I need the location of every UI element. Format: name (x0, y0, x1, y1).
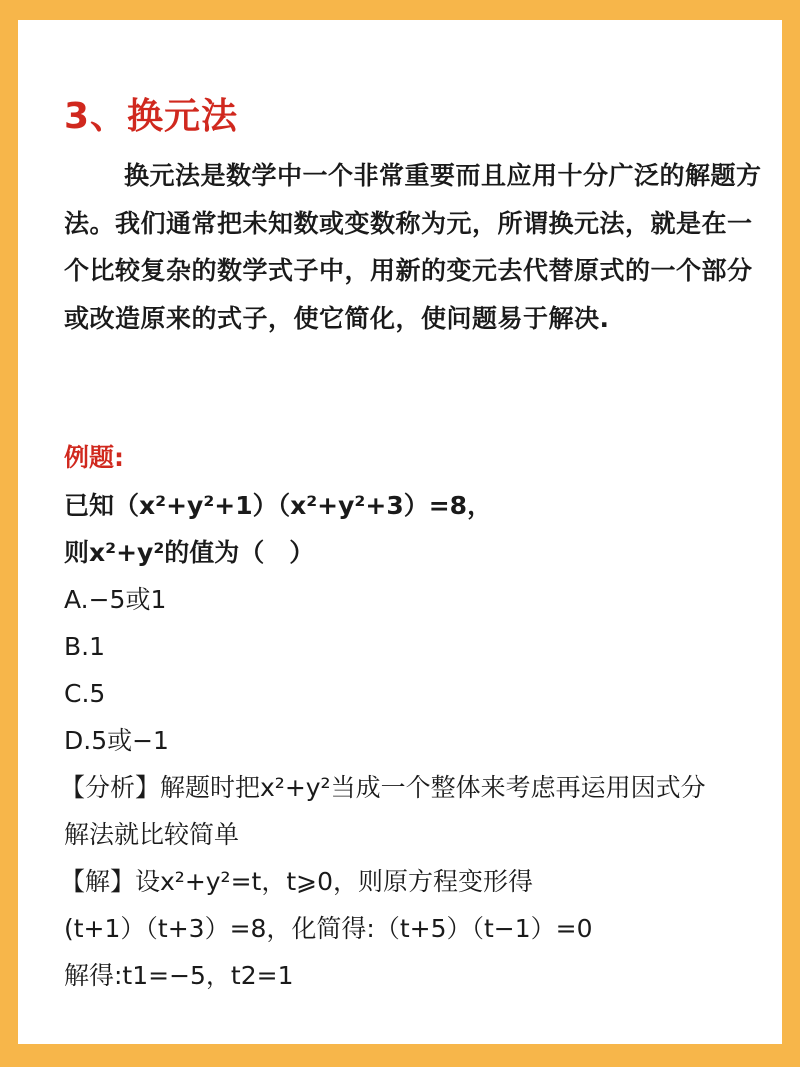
section-title: 3、换元法 (64, 96, 239, 137)
analysis-line-2: 解法就比较简单 (64, 820, 240, 849)
option-a: A.−5或1 (64, 585, 167, 614)
solution-line-2: (t+1）（t+3）=8，化简得:（t+5）（t−1）=0 (64, 914, 593, 943)
example-label: 例题: (64, 443, 124, 472)
solution-line-1: 【解】设x²+y²=t，t⩾0，则原方程变形得 (60, 867, 533, 896)
solution-line-3: 解得:t1=−5，t2=1 (64, 961, 294, 990)
analysis-line-1: 【分析】解题时把x²+y²当成一个整体来考虑再运用因式分 (60, 773, 706, 802)
question-line-2: 则x²+y²的值为（ ） (64, 538, 315, 567)
option-c: C.5 (64, 679, 106, 708)
option-d: D.5或−1 (64, 726, 169, 755)
intro-paragraph: 换元法是数学中一个非常重要而且应用十分广泛的解题方法。我们通常把未知数或变数称为元，所谓换元法，就是在一个比较复杂的数学式子中，用新的变元去代替原式的一个部分或改造原来的式子，使它简化，使问题易于解决. (64, 161, 762, 333)
question-line-1: 已知（x²+y²+1）（x²+y²+3）=8， (64, 491, 493, 520)
option-b: B.1 (64, 632, 106, 661)
